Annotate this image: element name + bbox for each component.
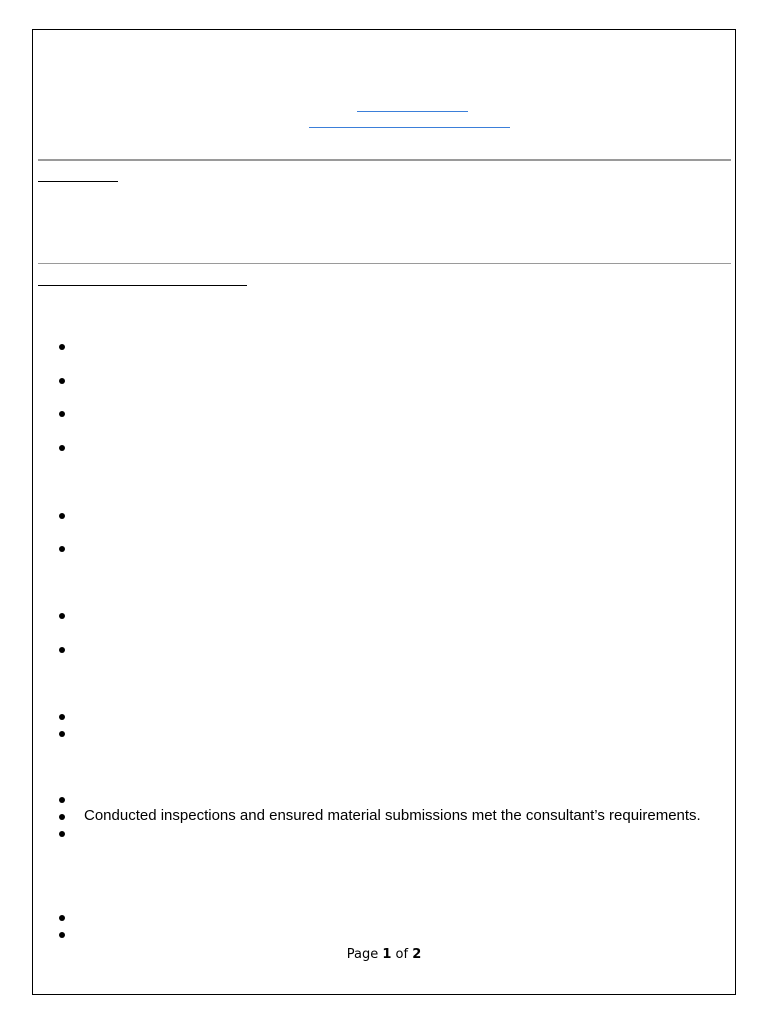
list-bullet [59,378,65,384]
list-bullet [59,445,65,451]
section-heading-underline [38,181,118,182]
footer-page-word: Page [346,947,379,962]
list-bullet [59,714,65,720]
list-bullet [59,915,65,921]
list-bullet [59,613,65,619]
footer-current-page: 1 [382,947,392,962]
page-border [32,29,736,995]
list-bullet [59,731,65,737]
section-heading-underline [38,285,247,286]
footer-of-word: of [395,947,409,962]
footer-total-pages: 2 [412,947,422,962]
list-bullet [59,411,65,417]
page-footer [0,946,768,964]
email-link-underline[interactable] [309,127,510,128]
list-bullet [59,797,65,803]
list-bullet [59,831,65,837]
section-divider [38,159,731,161]
responsibility-text: Conducted inspections and ensured material submissions met the consultant’s requirements. [84,807,701,824]
list-bullet [59,344,65,350]
header-link-underline[interactable] [357,111,468,112]
list-bullet [59,932,65,938]
section-divider [38,263,731,264]
list-bullet [59,814,65,820]
list-bullet [59,513,65,519]
list-bullet [59,647,65,653]
list-bullet [59,546,65,552]
